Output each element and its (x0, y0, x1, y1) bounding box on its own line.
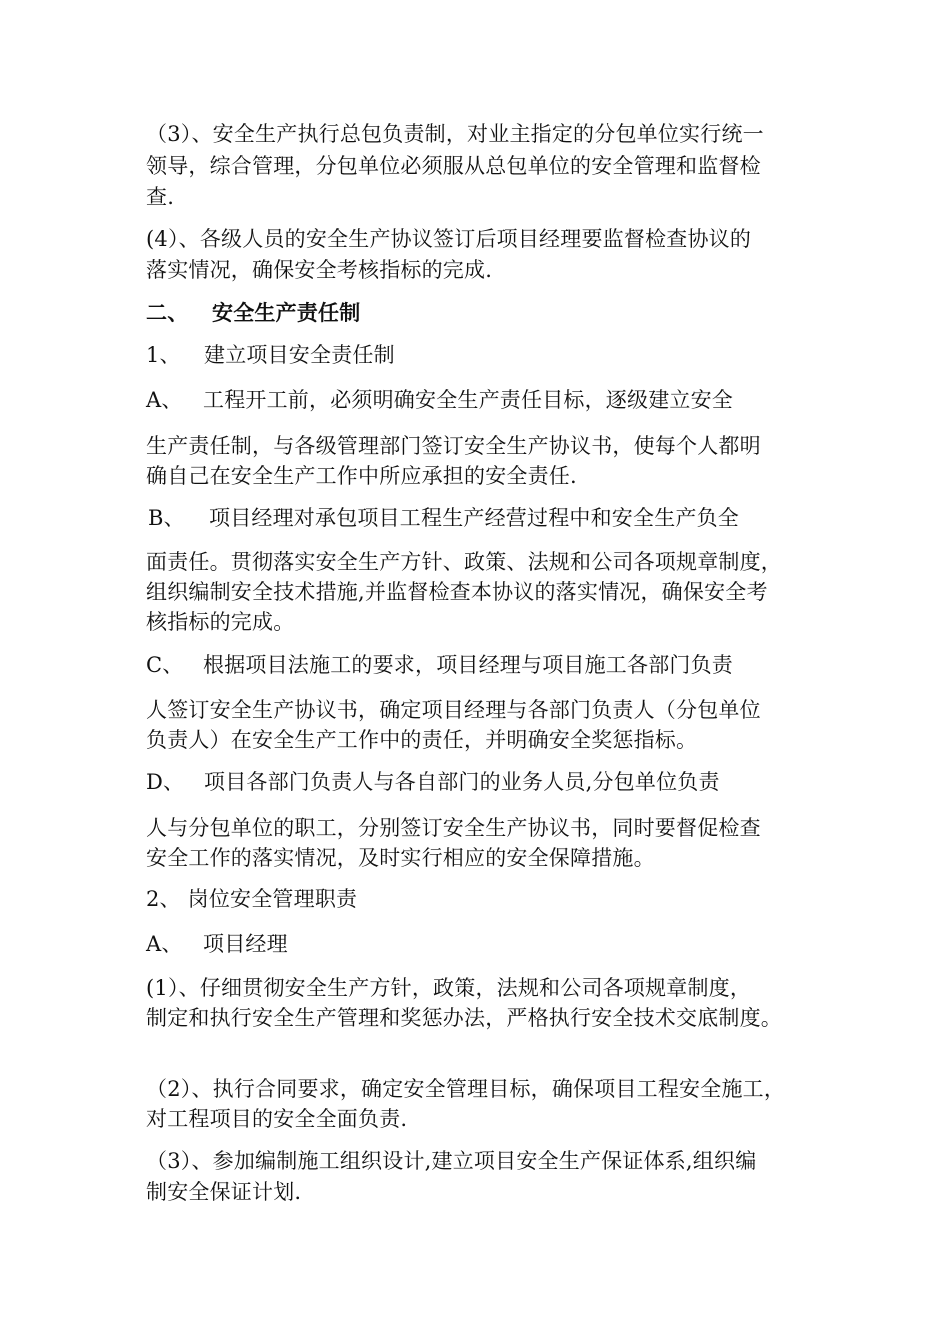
item-label: D、 (146, 770, 185, 794)
item-line (146, 652, 733, 678)
subsection-heading (146, 342, 395, 368)
paragraph-line: (1）、仔细贯彻安全生产方针，政策，法规和公司各项规章制度， (146, 976, 752, 1000)
subsection-title: 建立项目安全责任制 (204, 343, 395, 367)
paragraph-line: 核指标的完成。 (146, 610, 295, 634)
item-text: 项目经理 (203, 932, 288, 956)
paragraph-line: 落实情况，确保安全考核指标的完成. (146, 258, 493, 282)
paragraph-line: 制安全保证计划. (146, 1180, 302, 1204)
item-text: 项目各部门负责人与各自部门的业务人员,分包单位负责 (204, 770, 720, 794)
paragraph-line: (4）、各级人员的安全生产协议签订后项目经理要监督检查协议的 (146, 227, 752, 251)
paragraph-line: 人签订安全生产协议书，确定项目经理与各部门负责人（分包单位 (146, 698, 761, 722)
item-label: A、 (146, 932, 183, 956)
paragraph-line: 生产责任制，与各级管理部门签订安全生产协议书，使每个人都明 (146, 434, 761, 458)
paragraph-line: 安全工作的落实情况，及时实行相应的安全保障措施。 (146, 846, 655, 870)
item-line (146, 769, 720, 795)
paragraph-line: 组织编制安全技术措施,并监督检查本协议的落实情况，确保安全考 (146, 580, 768, 604)
paragraph-line: 领导，综合管理，分包单位必须服从总包单位的安全管理和监督检 (146, 154, 761, 178)
paragraph-line: 对工程项目的安全全面负责. (146, 1107, 408, 1131)
item-label: A、 (146, 388, 183, 412)
item-label: B、 (148, 506, 185, 530)
paragraph-line: 制定和执行安全生产管理和奖惩办法，严格执行安全技术交底制度。 (146, 1006, 782, 1030)
paragraph-line: （2）、执行合同要求，确定安全管理目标，确保项目工程安全施工， (146, 1077, 786, 1101)
section-heading (146, 300, 360, 326)
section-title: 安全生产责任制 (212, 300, 361, 325)
section-number: 二、 (146, 300, 189, 325)
paragraph-line: 负责人）在安全生产工作中的责任，并明确安全奖惩指标。 (146, 728, 698, 752)
subsection-heading: 2、 岗位安全管理职责 (146, 887, 358, 911)
item-line (146, 931, 288, 957)
paragraph-line: （3）、参加编制施工组织设计,建立项目安全生产保证体系,组织编 (146, 1149, 757, 1173)
item-text: 项目经理对承包项目工程生产经营过程中和安全生产负全 (209, 506, 739, 530)
subsection-number: 1、 (146, 343, 181, 367)
paragraph-line: 人与分包单位的职工，分别签订安全生产协议书，同时要督促检查 (146, 816, 761, 840)
paragraph-line: （3）、安全生产执行总包负责制，对业主指定的分包单位实行统一 (146, 122, 764, 146)
item-label: C、 (146, 653, 184, 677)
item-line (148, 505, 739, 531)
item-text: 工程开工前，必须明确安全生产责任目标，逐级建立安全 (203, 388, 733, 412)
item-text: 根据项目法施工的要求，项目经理与项目施工各部门负责 (203, 653, 733, 677)
item-line (146, 387, 733, 413)
paragraph-line: 确自己在安全生产工作中所应承担的安全责任. (146, 464, 577, 488)
paragraph-line: 面责任。贯彻落实安全生产方针、政策、法规和公司各项规章制度， (146, 550, 782, 574)
paragraph-line: 查. (146, 185, 175, 209)
